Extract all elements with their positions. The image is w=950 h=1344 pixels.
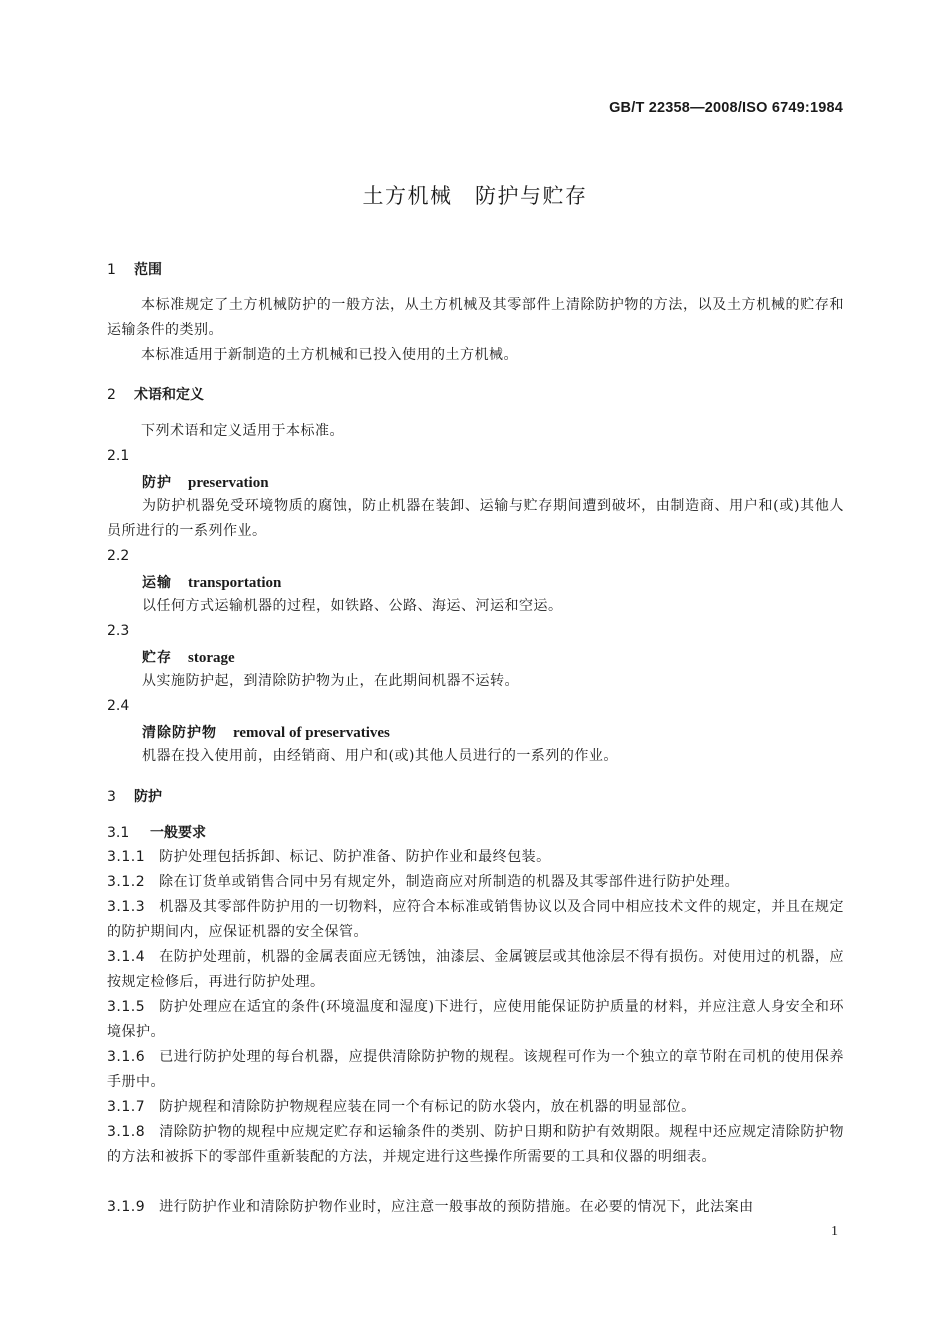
- term-heading: [142, 647, 235, 667]
- section-number: 3: [107, 789, 116, 805]
- subsection-number: 3.1: [107, 825, 130, 841]
- clause-number: 3.1.3: [107, 899, 146, 915]
- term-definition: 从实施防护起，到清除防护物为止，在此期间机器不运转。: [142, 673, 519, 689]
- section-title: 范围: [134, 262, 162, 278]
- term-zh: 运输: [142, 575, 172, 591]
- section-heading-preservation: [107, 786, 162, 806]
- subsection-title: 一般要求: [150, 825, 206, 841]
- clause-text: 进行防护作业和清除防护物作业时，应注意一般事故的预防措施。在必要的情况下，此法案由: [159, 1199, 754, 1215]
- term-definition: 机器在投入使用前，由经销商、用户和(或)其他人员进行的一系列的作业。: [142, 748, 618, 764]
- scope-paragraph-2: 本标准适用于新制造的土方机械和已投入使用的土方机械。: [141, 347, 518, 363]
- term-number: 2.1: [107, 448, 130, 464]
- section-number: 1: [107, 262, 116, 278]
- clause-number: 3.1.7: [107, 1099, 146, 1115]
- term-definition: 为防护机器免受环境物质的腐蚀，防止机器在装卸、运输与贮存期间遭到破坏，由制造商、用户和(或)其他人员所进行的一系列作业。: [107, 498, 844, 539]
- document-title: 土方机械 防护与贮存: [362, 184, 588, 208]
- clause: [107, 945, 844, 995]
- section-heading-scope: [107, 259, 162, 279]
- clause-text: 已进行防护处理的每台机器，应提供清除防护物的规程。该规程可作为一个独立的章节附在司机的使用保养手册中。: [107, 1049, 844, 1090]
- term-en: removal of preservatives: [233, 725, 390, 741]
- clause: [107, 1095, 844, 1120]
- clause-text: 防护处理应在适宜的条件(环境温度和湿度)下进行，应使用能保证防护质量的材料，并应注意人身安全和环境保护。: [107, 999, 844, 1040]
- term-en: preservation: [188, 475, 269, 491]
- clause-text: 防护处理包括拆卸、标记、防护准备、防护作业和最终包装。: [159, 849, 551, 865]
- clause-text: 除在订货单或销售合同中另有规定外，制造商应对所制造的机器及其零部件进行防护处理。: [159, 874, 740, 890]
- section-title: 防护: [134, 789, 162, 805]
- clause-number: 3.1.6: [107, 1049, 146, 1065]
- clause: [107, 1195, 844, 1220]
- clause-number: 3.1.5: [107, 999, 146, 1015]
- clause-number: 3.1.1: [107, 849, 146, 865]
- page-number: 1: [831, 1224, 838, 1239]
- section-title: 术语和定义: [134, 387, 204, 403]
- subsection-heading: [107, 822, 206, 842]
- clause-text: 清除防护物的规程中应规定贮存和运输条件的类别、防护日期和防护有效期限。规程中还应规定清除防护物的方法和被拆下的零部件重新装配的方法，并规定进行这些操作所需要的工具和仪器的明细表。: [107, 1124, 844, 1165]
- term-number: 2.3: [107, 623, 130, 639]
- term-number: 2.4: [107, 698, 130, 714]
- section-heading-terms: [107, 384, 204, 404]
- clause: [107, 845, 844, 870]
- clause: [107, 870, 844, 895]
- term-en: storage: [188, 650, 235, 666]
- term-definition: 以任何方式运输机器的过程，如铁路、公路、海运、河运和空运。: [142, 598, 563, 614]
- section-number: 2: [107, 387, 116, 403]
- term-heading: [142, 722, 390, 742]
- clause-number: 3.1.2: [107, 874, 146, 890]
- clause: [107, 995, 844, 1045]
- clause: [107, 1120, 844, 1170]
- clause-number: 3.1.4: [107, 949, 146, 965]
- term-heading: [142, 472, 269, 492]
- clause-number: 3.1.8: [107, 1124, 146, 1140]
- term-zh: 贮存: [142, 650, 172, 666]
- scope-paragraph-1: 本标准规定了土方机械防护的一般方法，从土方机械及其零部件上清除防护物的方法，以及土方机械的贮存和运输条件的类别。: [107, 297, 844, 338]
- term-zh: 清除防护物: [142, 725, 217, 741]
- clause-number: 3.1.9: [107, 1199, 146, 1215]
- standard-number: GB/T 22358—2008/ISO 6749:1984: [609, 100, 843, 116]
- term-heading: [142, 572, 281, 592]
- term-number: 2.2: [107, 548, 130, 564]
- clause-text: 机器及其零部件防护用的一切物料，应符合本标准或销售协议以及合同中相应技术文件的规定，并且在规定的防护期间内，应保证机器的安全保管。: [107, 899, 844, 940]
- clause-text: 防护规程和清除防护物规程应装在同一个有标记的防水袋内，放在机器的明显部位。: [159, 1099, 696, 1115]
- clause: [107, 895, 844, 945]
- term-zh: 防护: [142, 475, 172, 491]
- clause-text: 在防护处理前，机器的金属表面应无锈蚀，油漆层、金属镀层或其他涂层不得有损伤。对使用过的机器，应按规定检修后，再进行防护处理。: [107, 949, 844, 990]
- terms-intro: 下列术语和定义适用于本标准。: [141, 423, 344, 439]
- term-en: transportation: [188, 575, 282, 591]
- clause: [107, 1045, 844, 1095]
